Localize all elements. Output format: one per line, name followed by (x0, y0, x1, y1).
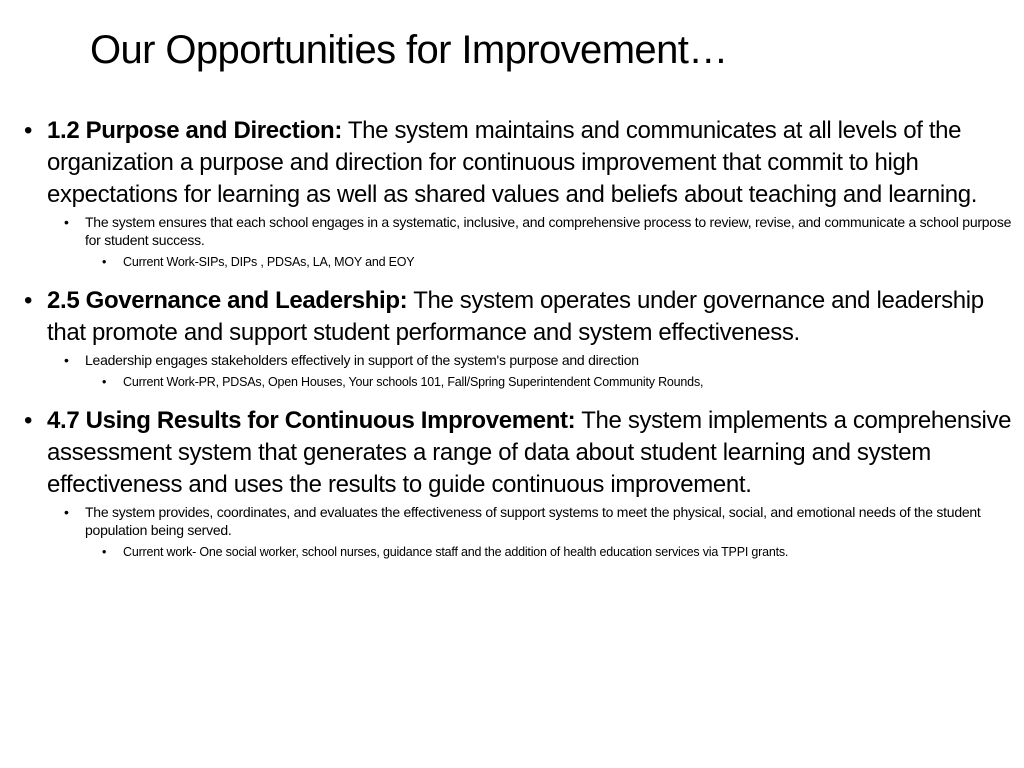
subsub-text: Current Work-SIPs, DIPs , PDSAs, LA, MOY and EOY (123, 255, 415, 269)
slide-content (24, 115, 1014, 575)
level3-bullet (24, 543, 1014, 561)
item-purpose-direction (24, 115, 1014, 271)
level2-bullet (24, 351, 1015, 369)
bullet-icon: • (102, 375, 107, 389)
bullet-icon: • (102, 255, 107, 269)
sub-text: Leadership engages stakeholders effectively in support of the system's purpose and direction (85, 352, 639, 368)
slide-title: Our Opportunities for Improvement… (90, 28, 728, 72)
level1-bullet (24, 405, 1014, 501)
level2-bullet (24, 503, 1015, 539)
subsub-text: Current Work-PR, PDSAs, Open Houses, Your schools 101, Fall/Spring Superintendent Community Rounds, (123, 375, 704, 389)
level2-bullet (24, 213, 1015, 249)
bullet-icon: • (64, 504, 69, 520)
level3-bullet (24, 253, 1014, 271)
bullet-icon: • (64, 214, 69, 230)
item-using-results (24, 405, 1014, 561)
item-heading: 1.2 Purpose and Direction: (47, 117, 342, 144)
bullet-icon: • (24, 117, 33, 144)
bullet-icon: • (24, 287, 33, 314)
level1-bullet (24, 285, 1014, 349)
item-text: The system operates under governance and leadership that promote and support student performance and system effectiveness. (47, 287, 984, 346)
level3-bullet (24, 373, 1014, 391)
item-heading: 4.7 Using Results for Continuous Improvement: (47, 407, 576, 434)
sub-text: The system ensures that each school engages in a systematic, inclusive, and comprehensive process to review, revise, and communicate a school purpose for student success. (85, 214, 1012, 248)
item-heading: 2.5 Governance and Leadership: (47, 287, 408, 314)
item-governance-leadership (24, 285, 1014, 391)
level1-bullet (24, 115, 1014, 211)
item-text: The system implements a comprehensive assessment system that generates a range of data about student learning and system effectiveness and uses the results to guide continuous improvement. (47, 407, 1012, 498)
bullet-icon: • (102, 545, 107, 559)
sub-text: The system provides, coordinates, and evaluates the effectiveness of support systems to meet the physical, social, and emotional needs of the student population being served. (85, 504, 981, 538)
subsub-text: Current work- One social worker, school nurses, guidance staff and the addition of health education services via TPPI grants. (123, 545, 789, 559)
bullet-icon: • (64, 352, 69, 368)
item-text: The system maintains and communicates at all levels of the organization a purpose and direction for continuous improvement that commit to high expectations for learning as well as shared values and beliefs about teaching and learning. (47, 117, 978, 208)
bullet-icon: • (24, 407, 33, 434)
